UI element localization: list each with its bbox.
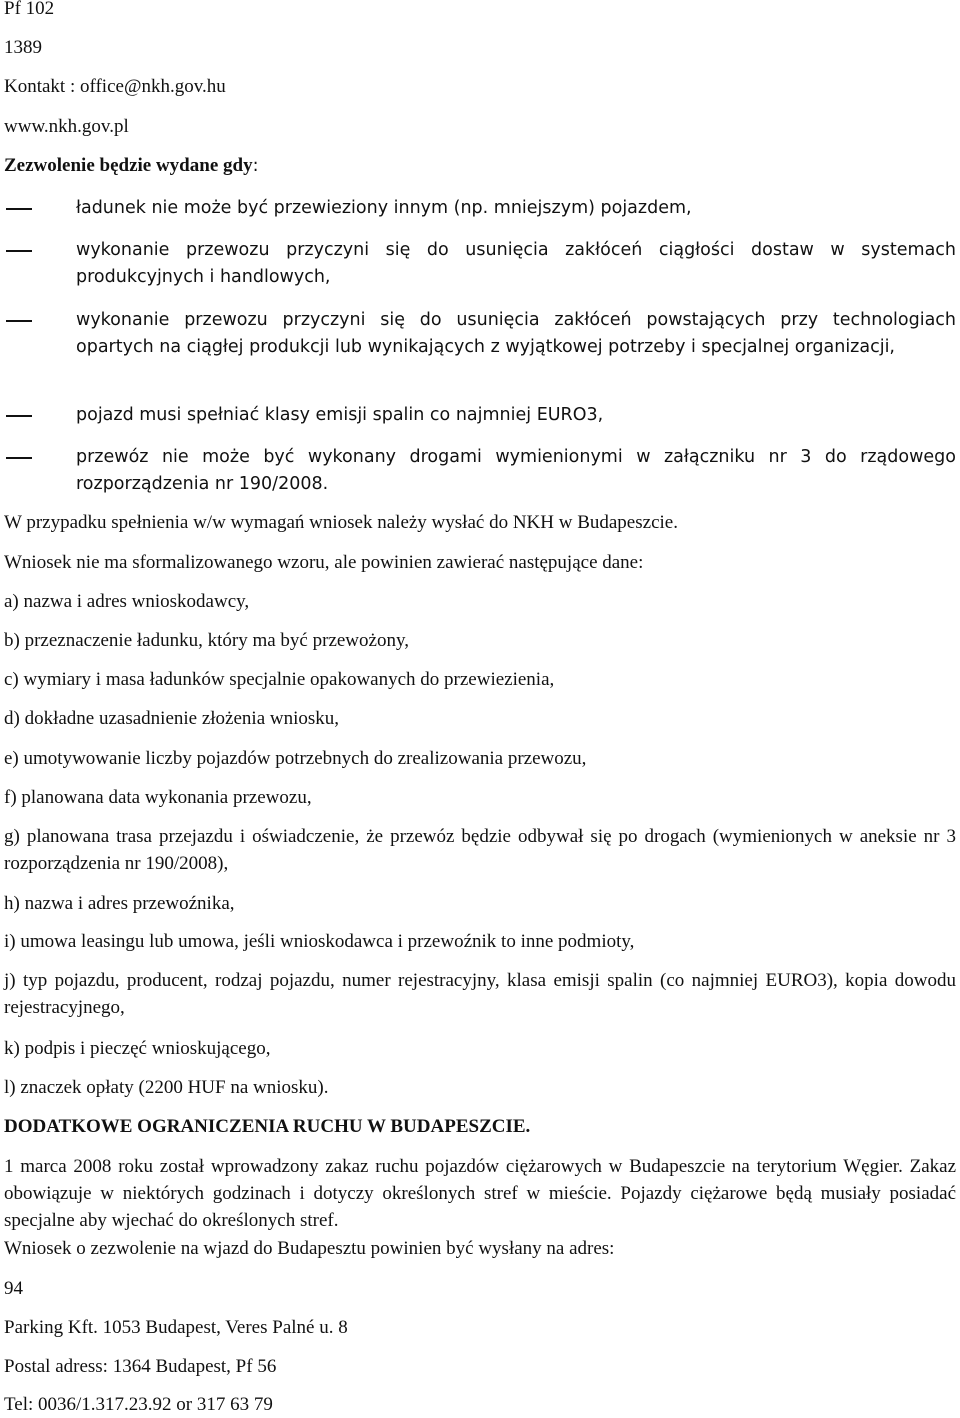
- condition-text: wykonanie przewozu przyczyni się do usunięcia zakłóceń ciągłości dostaw w systemach produkcyjnych i handlowych,: [76, 240, 956, 287]
- application-item: e) umotywowanie liczby pojazdów potrzebnych do zrealizowania przewozu,: [4, 748, 587, 769]
- header-line-2: 1389: [4, 37, 42, 58]
- permit-heading-colon: :: [252, 156, 259, 176]
- page-number: 94: [4, 1278, 23, 1299]
- permit-heading: [4, 152, 258, 180]
- dash-bullet-icon: [6, 415, 32, 417]
- budapest-paragraph: 1 marca 2008 roku został wprowadzony zakaz ruchu pojazdów ciężarowych w Budapeszcie na terytorium Węgier. Zakaz obowiązuje w niektórych godzinach i dotyczy określonych stref w mieście. Pojazdy ciężarowe będą musiały posiadać specjalne aby wjechać do określonych stref.: [4, 1156, 956, 1231]
- condition-text: przewóz nie może być wykonany drogami wymienionymi w załączniku nr 3 do rządowego rozporządzenia nr 190/2008.: [76, 447, 956, 494]
- telephone-line: Tel: 0036/1.317.23.92 or 317 63 79: [4, 1394, 273, 1415]
- application-item: c) wymiary i masa ładunków specjalnie opakowanych do przewiezienia,: [4, 669, 555, 690]
- parking-address: Parking Kft. 1053 Budapest, Veres Palné u. 8: [4, 1317, 348, 1338]
- dash-bullet-icon: [6, 320, 32, 322]
- application-item: b) przeznaczenie ładunku, który ma być przewożony,: [4, 630, 409, 651]
- postal-address: Postal adress: 1364 Budapest, Pf 56: [4, 1356, 277, 1377]
- permit-heading-text: Zezwolenie będzie wydane gdy: [4, 155, 253, 176]
- application-item: g) planowana trasa przejazdu i oświadczenie, że przewóz będzie odbywał się po drogach (wymienionych w aneksie nr 3 rozporządzenia nr 190/2008),: [4, 826, 956, 874]
- condition-text: pojazd musi spełniać klasy emisji spalin co najmniej EURO3,: [76, 405, 604, 425]
- dash-bullet-icon: [6, 457, 32, 459]
- body-paragraph-1: W przypadku spełnienia w/w wymagań wniosek należy wysłać do NKH w Budapeszcie.: [4, 512, 678, 533]
- condition-text: wykonanie przewozu przyczyni się do usunięcia zakłóceń powstających przy technologiach opartych na ciągłej produkcji lub wynikających z wyjątkowej potrzeby i specjalnej organizacji,: [76, 310, 956, 357]
- budapest-heading: DODATKOWE OGRANICZENIA RUCHU W BUDAPESZCIE.: [4, 1116, 531, 1137]
- application-item: l) znaczek opłaty (2200 HUF na wniosku).: [4, 1077, 329, 1098]
- application-item: d) dokładne uzasadnienie złożenia wniosku,: [4, 708, 340, 729]
- contact-line: Kontakt : office@nkh.gov.hu: [4, 76, 226, 97]
- dash-bullet-icon: [6, 250, 32, 252]
- application-item: j) typ pojazdu, producent, rodzaj pojazdu, numer rejestracyjny, klasa emisji spalin (co najmniej EURO3), kopia dowodu rejestracyjnego,: [4, 970, 956, 1018]
- condition-text: ładunek nie może być przewieziony innym (np. mniejszym) pojazdem,: [76, 198, 692, 218]
- header-line-1: Pf 102: [4, 0, 55, 19]
- application-item: k) podpis i pieczęć wnioskującego,: [4, 1038, 271, 1059]
- website-line: www.nkh.gov.pl: [4, 116, 129, 137]
- application-item: h) nazwa i adres przewoźnika,: [4, 893, 235, 914]
- application-item: f) planowana data wykonania przewozu,: [4, 787, 312, 808]
- address-intro: Wniosek o zezwolenie na wjazd do Budapesztu powinien być wysłany na adres:: [4, 1238, 615, 1259]
- dash-bullet-icon: [6, 208, 32, 210]
- application-item: i) umowa leasingu lub umowa, jeśli wnioskodawca i przewoźnik to inne podmioty,: [4, 931, 635, 952]
- application-item: a) nazwa i adres wnioskodawcy,: [4, 591, 250, 612]
- body-paragraph-2: Wniosek nie ma sformalizowanego wzoru, ale powinien zawierać następujące dane:: [4, 552, 644, 573]
